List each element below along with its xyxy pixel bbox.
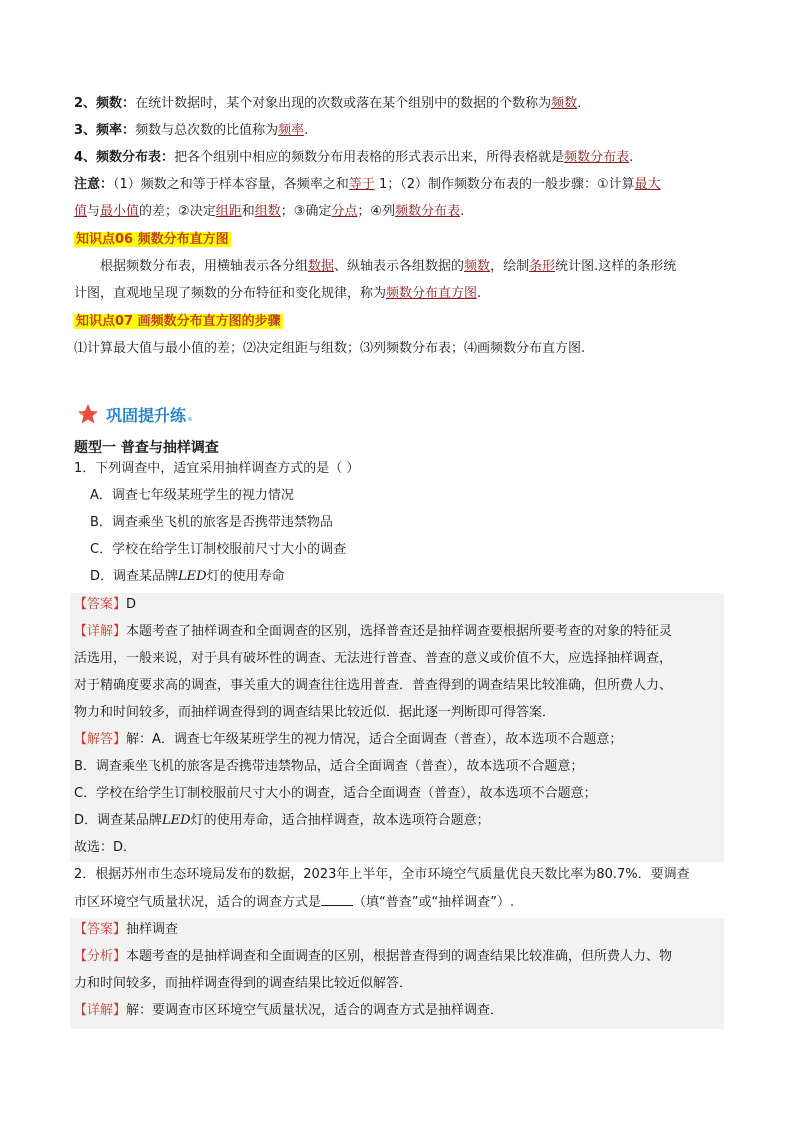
decorative-dot (188, 417, 192, 421)
term-frequency: 频数 (551, 96, 578, 111)
q2-answer: 【答案】抽样调查 (74, 922, 179, 937)
q1-detail-line-1: 【详解】本题考查了抽样调查和全面调查的区别，选择普查还是抽样调查要根据所要考查的对象的特征灵 (74, 624, 673, 639)
knowledge-point-06-heading: 知识点06 频数分布直方图 (76, 232, 229, 247)
q2-analysis-line-1: 【分析】本题考查的是抽样调查和全面调查的区别，根据普查得到的调查结果比较准确，但所费人力、物 (74, 949, 673, 964)
q1-detail-line-2: 活选用，一般来说，对于具有破坏性的调查、无法进行普查、普查的意义或价值不大，应选择抽样调查， (74, 651, 673, 666)
item-relative-frequency: 3、频率：频数与总次数的比值称为频率. (74, 123, 309, 138)
q1-solve-line-1: 【解答】解：A．调查七年级某班学生的视力情况，适合全面调查（普查），故本选项不合题意； (74, 732, 623, 747)
q1-solve-line-3: C．学校在给学生订制校服前尺寸大小的调查，适合全面调查（普查），故本选项不合题意； (74, 786, 597, 801)
q1-detail-line-3: 对于精确度要求高的调查，事关重大的调查往往选用普查．普查得到的调查结果比较准确，但所费人力、 (74, 678, 673, 693)
term-frequency-table: 频数分布表 (564, 150, 630, 165)
kp07-paragraph: ⑴计算最大值与最小值的差；⑵决定组距与组数；⑶列频数分布表；⑷画频数分布直方图. (74, 341, 586, 356)
kp06-paragraph-line-2: 计图，直观地呈现了频数的分布特征和变化规律，称为频数分布直方图. (74, 286, 482, 301)
note-line-1: 注意：（1）频数之和等于样本容量，各频率之和等于 1；（2）制作频数分布表的一般步骤：①计算最大 (74, 177, 661, 192)
knowledge-point-07-heading: 知识点07 画频数分布直方图的步骤 (76, 314, 281, 329)
q1-solve-line-4: D．调查某品牌LED灯的使用寿命，适合抽样调查，故本选项符合题意； (74, 813, 490, 828)
item-frequency-table: 4、频数分布表：把各个组别中相应的频数分布用表格的形式表示出来，所得表格就是频数分布表. (74, 150, 634, 165)
q1-option-a: A．调查七年级某班学生的视力情况 (90, 488, 294, 503)
q1-option-c: C．学校在给学生订制校服前尺寸大小的调查 (90, 542, 347, 557)
question-2-line-1: 2．根据苏州市生态环境局发布的数据，2023年上半年，全市环境空气质量优良天数比率为80.7%．要调查 (74, 867, 690, 882)
q1-choose: 故选：D． (74, 840, 137, 855)
question-1-stem: 1．下列调查中，适宜采用抽样调查方式的是（ ） (74, 461, 360, 476)
q2-analysis-line-2: 力和时间较多，而抽样调查得到的调查结果比较近似解答． (74, 976, 413, 991)
q1-detail-line-4: 物力和时间较多，而抽样调查得到的调查结果比较近似．据此逐一判断即可得答案． (74, 705, 556, 720)
q1-solve-line-2: B．调查乘坐飞机的旅客是否携带违禁物品，适合全面调查（普查），故本选项不合题意； (74, 759, 584, 774)
section-header (76, 402, 192, 426)
section-title: 巩固提升练 (106, 405, 187, 425)
star-icon (76, 403, 100, 425)
term-relative-frequency: 频率 (278, 123, 305, 138)
answer-blank (321, 893, 353, 906)
q1-option-d: D．调查某品牌LED灯的使用寿命 (90, 569, 285, 584)
q1-answer: 【答案】D (74, 597, 137, 612)
item-frequency: 2、频数：在统计数据时，某个对象出现的次数或落在某个组别中的数据的个数称为频数. (74, 96, 582, 111)
question-type-title: 题型一 普查与抽样调查 (74, 440, 219, 456)
note-line-2: 值与最小值的差；②决定组距和组数；③确定分点；④列频数分布表. (74, 204, 465, 219)
question-2-line-2: 市区环境空气质量状况，适合的调查方式是 （填“普查”或“抽样调查”）. (74, 895, 515, 910)
q2-detail: 【详解】解：要调查市区环境空气质量状况，适合的调查方式是抽样调查． (74, 1003, 504, 1018)
q1-option-b: B．调查乘坐飞机的旅客是否携带违禁物品 (90, 515, 333, 530)
kp06-paragraph-line-1: 根据频数分布表，用横轴表示各分组数据、纵轴表示各组数据的频数，绘制条形统计图.这样的条形统 (100, 259, 677, 274)
